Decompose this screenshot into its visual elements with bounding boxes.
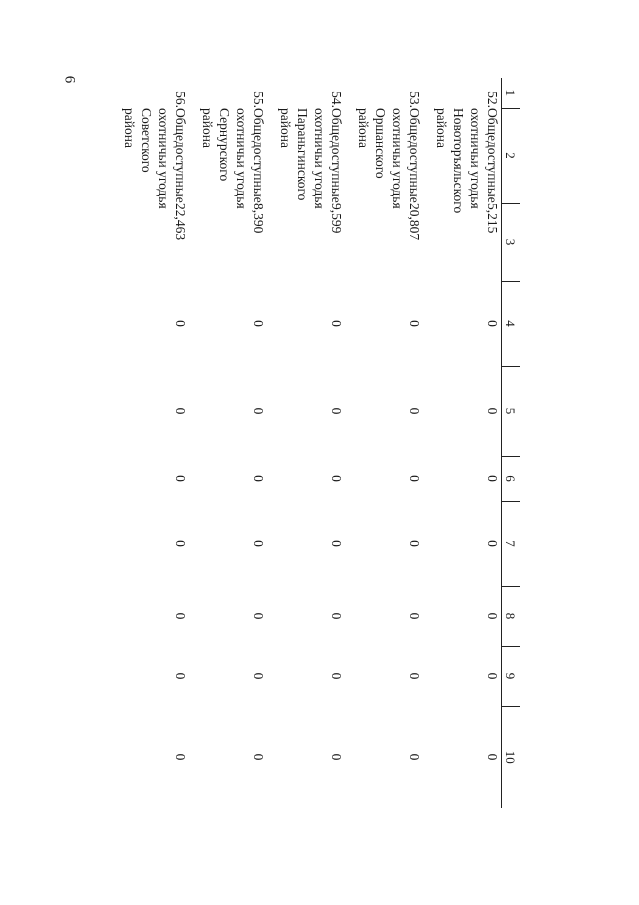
row-name-line: охотничьи угодья	[156, 108, 171, 209]
column-header-1: 1	[502, 78, 521, 108]
area-value: 8,390	[251, 203, 266, 234]
value-cell-5: 0	[329, 407, 344, 415]
area-value: 20,807	[407, 203, 422, 241]
row-name-line: района	[122, 108, 137, 148]
hunting-grounds-table	[111, 78, 520, 808]
value-cell-6: 0	[329, 475, 344, 482]
value-cell-9: 0	[485, 672, 500, 680]
value-cell-4: 0	[485, 320, 500, 327]
row-name-line: Оршанского	[373, 108, 388, 179]
column-header-7: 7	[502, 501, 521, 586]
value-cell-10: 0	[485, 753, 500, 761]
row-name-line: охотничьи угодья	[468, 108, 483, 209]
value-cell-9: 0	[173, 672, 188, 680]
value-cell-10: 0	[251, 753, 266, 761]
table-row	[267, 78, 345, 808]
row-number: 54.	[329, 91, 344, 108]
value-cell-5: 0	[173, 407, 188, 415]
row-name-line: Параньгинского	[295, 108, 310, 201]
value-cell-8: 0	[407, 612, 422, 620]
value-cell-8: 0	[329, 612, 344, 620]
value-cell-5: 0	[251, 407, 266, 415]
row-name-line: района	[200, 108, 215, 148]
row-name-line: Общедоступные	[329, 108, 344, 203]
row-name-cell	[423, 108, 502, 214]
area-value: 22,463	[173, 203, 188, 241]
row-number: 52.	[485, 91, 500, 108]
page-number: 6	[61, 75, 78, 84]
value-cell-4: 0	[407, 320, 422, 327]
row-name-cell	[345, 108, 423, 209]
row-name-line: охотничьи угодья	[312, 108, 327, 209]
table-row	[111, 78, 189, 808]
value-cell-10: 0	[173, 753, 188, 761]
header-row	[502, 78, 521, 808]
row-name-line: охотничьи угодья	[390, 108, 405, 209]
row-name-line: Общедоступные	[251, 108, 266, 203]
value-cell-9: 0	[251, 672, 266, 680]
value-cell-4: 0	[251, 320, 266, 327]
row-number: 53.	[407, 91, 422, 108]
row-name-line: Общедоступные	[407, 108, 422, 203]
value-cell-7: 0	[485, 540, 500, 547]
value-cell-9: 0	[329, 672, 344, 680]
value-cell-6: 0	[407, 475, 422, 482]
column-header-2: 2	[502, 108, 521, 203]
row-number: 56.	[173, 91, 188, 108]
column-header-10: 10	[502, 706, 521, 808]
area-value: 9,599	[329, 203, 344, 234]
value-cell-5: 0	[485, 407, 500, 415]
row-name-cell	[111, 108, 189, 209]
column-header-9: 9	[502, 646, 521, 706]
row-name-cell	[267, 108, 345, 209]
value-cell-5: 0	[407, 407, 422, 415]
row-name-line: Общедоступные	[485, 108, 500, 203]
column-header-4: 4	[502, 281, 521, 366]
value-cell-7: 0	[251, 540, 266, 547]
column-header-5: 5	[502, 366, 521, 456]
area-value: 5,215	[485, 203, 500, 234]
row-name-line: Общедоступные	[173, 108, 188, 203]
table-body	[111, 78, 502, 808]
row-name-line: Сернурского	[217, 108, 232, 182]
row-name-line: Советского	[139, 108, 154, 173]
column-header-3: 3	[502, 203, 521, 281]
column-header-8: 8	[502, 586, 521, 646]
value-cell-10: 0	[407, 753, 422, 761]
row-number: 55.	[251, 91, 266, 108]
table-row	[345, 78, 423, 808]
value-cell-6: 0	[485, 475, 500, 482]
value-cell-7: 0	[407, 540, 422, 547]
row-name-line: района	[434, 108, 449, 148]
value-cell-7: 0	[173, 540, 188, 547]
value-cell-8: 0	[173, 612, 188, 620]
row-name-line: района	[278, 108, 293, 148]
value-cell-6: 0	[251, 475, 266, 482]
table-wrapper	[100, 78, 520, 808]
value-cell-8: 0	[485, 612, 500, 620]
value-cell-7: 0	[329, 540, 344, 547]
value-cell-8: 0	[251, 612, 266, 620]
table-row	[189, 78, 267, 808]
row-name-cell	[189, 108, 267, 209]
value-cell-6: 0	[173, 475, 188, 482]
row-name-line: района	[356, 108, 371, 148]
table-row	[423, 78, 502, 808]
row-name-line: охотничьи угодья	[234, 108, 249, 209]
value-cell-10: 0	[329, 753, 344, 761]
value-cell-4: 0	[173, 320, 188, 327]
column-header-6: 6	[502, 456, 521, 501]
row-name-line: Новоторъяльского	[451, 108, 466, 214]
value-cell-9: 0	[407, 672, 422, 680]
value-cell-4: 0	[329, 320, 344, 327]
